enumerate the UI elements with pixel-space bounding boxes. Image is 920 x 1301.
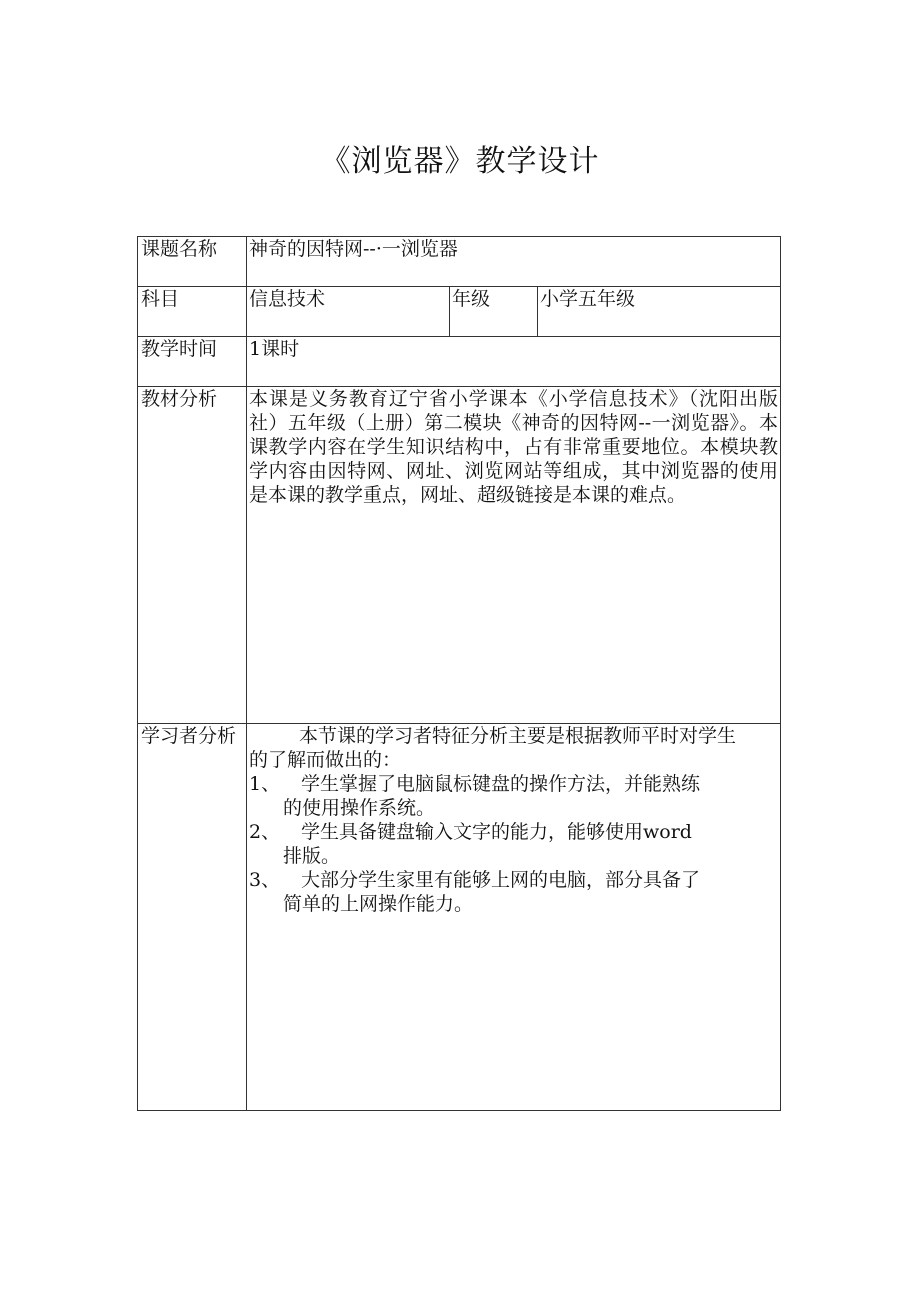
subject-value: 信息技术 [247,287,450,337]
table-row [138,387,781,724]
teaching-time-label: 教学时间 [138,337,247,387]
item-number: 1、 [249,773,281,795]
material-analysis-label [138,387,247,724]
learner-analysis-intro: 本节课的学习者特征分析主要是根据教师平时对学生的了解而做出的： [249,725,737,771]
table-row [138,337,781,387]
grade-label: 年级 [450,287,538,337]
item-number: 3、 [249,869,281,891]
lesson-plan-table [137,236,781,1111]
subject-label: 科目 [138,287,247,337]
material-analysis-text: 本课是义务教育辽宁省小学课本《小学信息技术》（沈阳出版社）五年级（上册）第二模块《神奇的因特网--一浏览器》。本课教学内容在学生知识结构中，占有非常重要地位。本模块教学内容由因特网、网址、浏览网站等组成，其中浏览器的使用是本课的教学重点，网址、超级链接是本课的难点。 [249,388,778,506]
document-title: 《浏览器》教学设计 [320,144,600,179]
material-analysis-label-text: 教材分析 [141,388,218,410]
learner-analysis-label [138,724,247,1111]
item-line2: 排版。 [283,845,341,867]
learner-items-list [249,772,778,916]
list-item [249,868,778,916]
table-row [138,287,781,337]
table-row [138,724,781,1111]
item-line2: 简单的上网操作能力。 [283,893,474,915]
list-item [249,820,778,868]
table-row [138,237,781,287]
grade-value: 小学五年级 [538,287,781,337]
lesson-topic-label: 课题名称 [138,237,247,287]
item-line1: 大部分学生家里有能够上网的电脑，部分具备了 [301,869,701,891]
item-number: 2、 [249,821,281,843]
item-line1: 学生具备键盘输入文字的能力，能够使用word [301,821,692,843]
material-analysis-value [247,387,781,724]
item-line2: 的使用操作系统。 [283,797,436,819]
lesson-topic-value: 神奇的因特网--·一浏览器 [247,237,781,287]
learner-analysis-label-text: 学习者分析 [141,725,237,747]
teaching-time-value: 1课时 [247,337,781,387]
learner-analysis-value [247,724,781,1111]
list-item [249,772,778,820]
item-line1: 学生掌握了电脑鼠标键盘的操作方法，并能熟练 [301,773,701,795]
